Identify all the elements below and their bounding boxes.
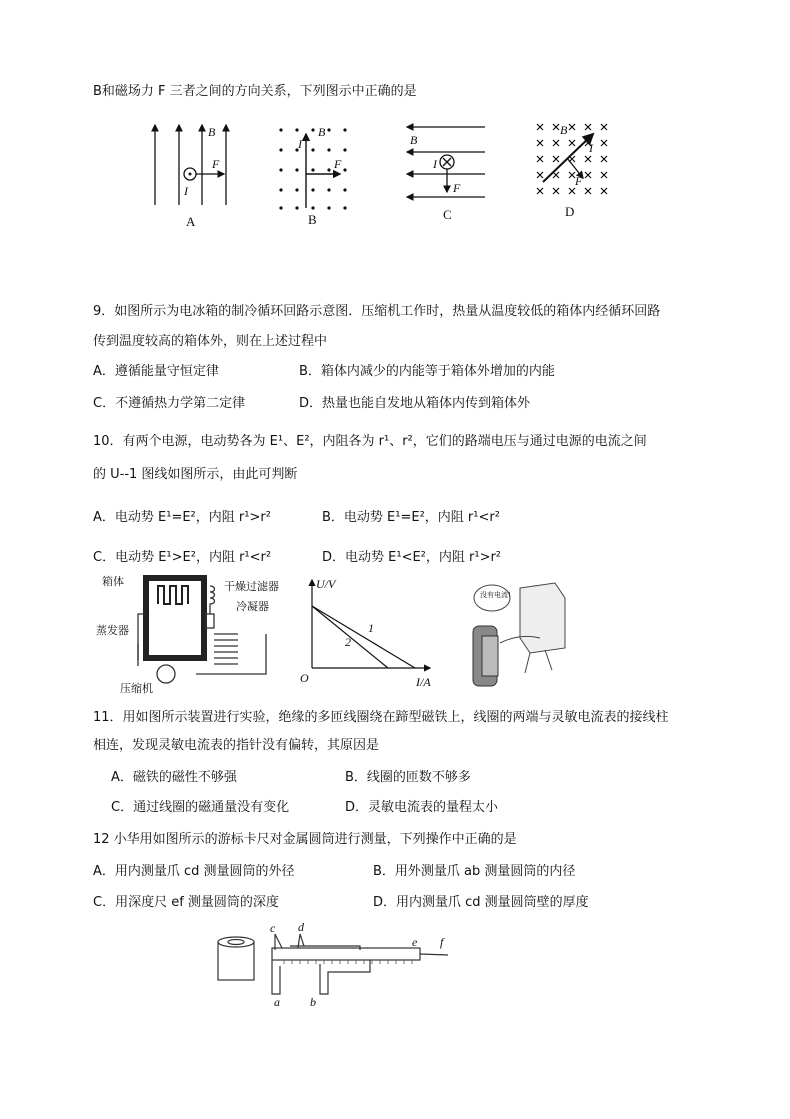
- origin-label: O: [300, 671, 309, 685]
- figure-caption: C: [443, 207, 452, 222]
- x-axis-label: I/A: [416, 675, 431, 689]
- q12-option-d: D．用内测量爪 cd 测量圆筒壁的厚度: [373, 895, 589, 910]
- q9-option-c: C．不遵循热力学第二定律: [93, 396, 246, 411]
- q9-option-b: B．箱体内减少的内能等于箱体外增加的内能: [299, 364, 555, 379]
- u-i-graph: [300, 576, 440, 691]
- label-i: I: [184, 184, 188, 198]
- label-f: F: [575, 174, 583, 188]
- figure-b: [278, 126, 358, 230]
- label-c: c: [270, 921, 276, 935]
- fridge-label-compressor: 压缩机: [120, 682, 153, 695]
- line-1-label: 1: [368, 621, 374, 635]
- magnetic-field-into-page-crosses: [537, 124, 607, 194]
- label-a: a: [274, 995, 280, 1009]
- q9-option-a: A．遵循能量守恒定律: [93, 364, 219, 379]
- q12-option-c: C．用深度尺 ef 测量圆筒的深度: [93, 895, 279, 910]
- line-2-label: 2: [345, 635, 351, 649]
- figure-d: [535, 122, 615, 228]
- q10-option-a: A．电动势 E¹=E²，内阻 r¹>r²: [93, 510, 271, 525]
- galvanometer-cartoon: [470, 578, 580, 690]
- label-b: B: [208, 125, 216, 139]
- q10-option-c: C．电动势 E¹>E²，内阻 r¹<r²: [93, 550, 272, 565]
- q12-stem: 12 小华用如图所示的游标卡尺对金属圆筒进行测量，下列操作中正确的是: [93, 832, 517, 847]
- figure-caption: B: [308, 212, 317, 227]
- fridge-label-box: 箱体: [102, 575, 124, 588]
- figure-a: [150, 120, 240, 230]
- label-f: F: [334, 157, 342, 171]
- q10-stem-1: 10．有两个电源，电动势各为 E¹、E²，内阻各为 r¹、r²，它们的路端电压与通过电源的电流之间: [93, 434, 647, 449]
- q12-option-a: A．用内测量爪 cd 测量圆筒的外径: [93, 864, 295, 879]
- q11-option-a: A．磁铁的磁性不够强: [111, 770, 237, 785]
- figure-caption: D: [565, 204, 575, 219]
- fridge-label-condenser: 冷凝器: [236, 600, 269, 613]
- label-b: b: [310, 995, 316, 1009]
- q10-stem-2: 的 U--1 图线如图所示，由此可判断: [93, 467, 298, 482]
- q11-option-c: C．通过线圈的磁通量没有变化: [111, 800, 290, 815]
- fridge-label-filter: 干燥过滤器: [224, 580, 279, 593]
- q11-option-b: B．线圈的匝数不够多: [345, 770, 471, 785]
- fridge-label-evaporator: 蒸发器: [96, 624, 129, 637]
- label-i: I: [298, 137, 302, 151]
- label-b: B: [560, 123, 568, 137]
- figure-caption: A: [186, 214, 196, 229]
- label-i: I: [589, 141, 593, 155]
- q11-stem-2: 相连，发现灵敏电流表的指针没有偏转，其原因是: [93, 738, 380, 753]
- q10-option-d: D．电动势 E¹<E²，内阻 r¹>r²: [322, 550, 502, 565]
- label-f: f: [440, 935, 444, 949]
- label-i: I: [433, 157, 437, 171]
- label-f: F: [453, 181, 461, 195]
- vernier-caliper-figure: [210, 922, 450, 1008]
- label-b: B: [410, 133, 418, 147]
- speech-bubble: 没有电流!: [480, 591, 511, 599]
- label-f: F: [212, 157, 220, 171]
- q11-stem-1: 11．用如图所示装置进行实验，绝缘的多匝线圈绕在蹄型磁铁上，线圈的两端与灵敏电流表的接线柱: [93, 710, 669, 725]
- q12-option-b: B．用外测量爪 ab 测量圆筒的内径: [373, 864, 576, 879]
- q9-stem-1: 9．如图所示为电冰箱的制冷循环回路示意图．压缩机工作时，热量从温度较低的箱体内经循环回路: [93, 304, 661, 319]
- label-d: d: [298, 920, 304, 934]
- label-b: B: [318, 125, 326, 139]
- fridge-cycle-figure: [96, 574, 286, 696]
- q9-stem-2: 传到温度较高的箱体外，则在上述过程中: [93, 334, 328, 349]
- q9-option-d: D．热量也能自发地从箱体内传到箱体外: [299, 396, 531, 411]
- q8-stem: B和磁场力 F 三者之间的方向关系，下列图示中正确的是: [93, 84, 417, 99]
- y-axis-label: U/V: [316, 577, 336, 591]
- figure-c: [405, 124, 500, 230]
- q11-option-d: D．灵敏电流表的量程太小: [345, 800, 499, 815]
- q10-option-b: B．电动势 E¹=E²，内阻 r¹<r²: [322, 510, 500, 525]
- label-e: e: [412, 935, 418, 949]
